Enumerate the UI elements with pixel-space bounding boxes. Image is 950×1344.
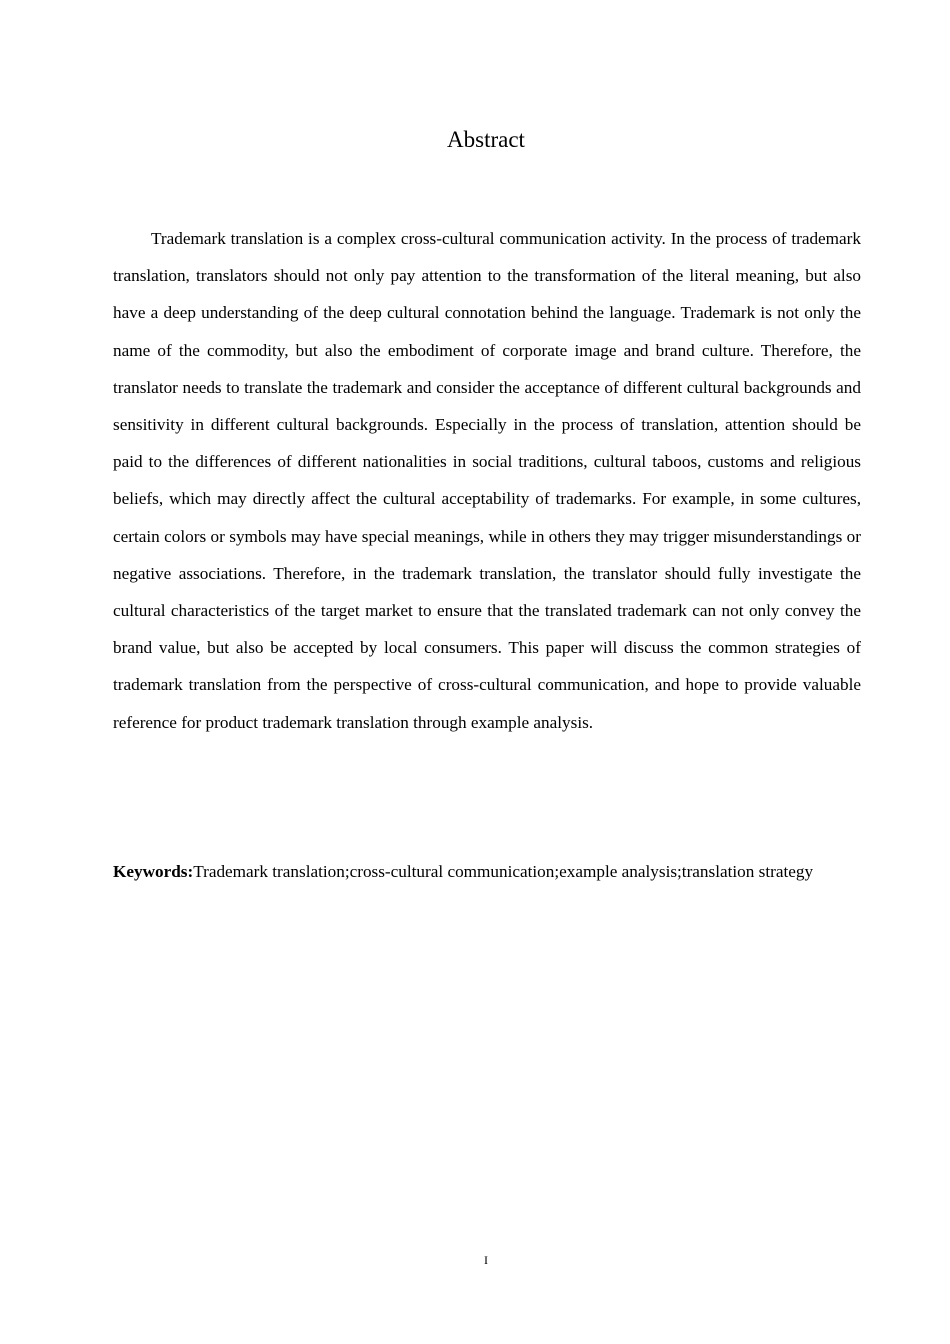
keywords-line [113, 854, 858, 891]
keywords-text: Trademark translation;cross-cultural communication;example analysis;translation strategy [193, 862, 814, 881]
abstract-title: Abstract [447, 127, 525, 152]
page-number: I [484, 1253, 488, 1267]
abstract-body: Trademark translation is a complex cross-cultural communication activity. In the process of trademark translation, translators should not only pay attention to the transformation of the literal meaning, but also have a deep understanding of the deep cultural connotation behind the language. Trademark is not only the name of the commodity, but also the embodiment of corporate image and brand culture. Therefore, the translator needs to translate the trademark and consider the acceptance of different cultural backgrounds and sensitivity in different cultural backgrounds. Especially in the process of translation, attention should be paid to the differences of different nationalities in social traditions, cultural taboos, customs and religious beliefs, which may directly affect the cultural acceptability of trademarks. For example, in some cultures, certain colors or symbols may have special meanings, while in others they may trigger misunderstandings or negative associations. Therefore, in the trademark translation, the translator should fully investigate the cultural characteristics of the target market to ensure that the translated trademark can not only convey the brand value, but also be accepted by local consumers. This paper will discuss the common strategies of trademark translation from the perspective of cross-cultural communication, and hope to provide valuable reference for product trademark translation through example analysis. [113, 229, 861, 732]
keywords-label: Keywords: [113, 862, 194, 881]
